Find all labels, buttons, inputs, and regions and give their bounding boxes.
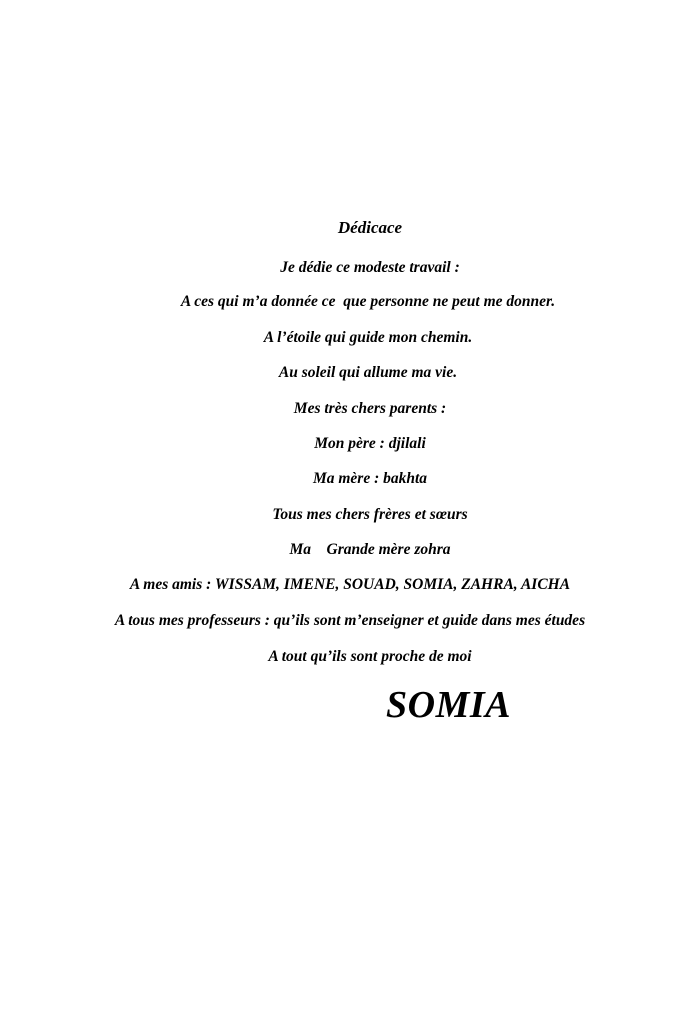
dedication-line: Au soleil qui allume ma vie. [278, 364, 458, 381]
dedication-line: A l’étoile qui guide mon chemin. [263, 329, 473, 346]
dedication-line: A mes amis : WISSAM, IMENE, SOUAD, SOMIA, ZAHRA, AICHA [129, 576, 571, 593]
dedication-line: Je dédie ce modeste travail : [280, 259, 460, 276]
page-title: Dédicace [337, 218, 403, 237]
dedication-line: A ces qui m’a donnée ce que personne ne peut me donner. [180, 293, 556, 310]
dedication-line: Mon père : djilali [314, 435, 426, 452]
dedication-line: Ma mère : bakhta [312, 470, 428, 487]
dedication-line: Ma Grande mère zohra [289, 541, 451, 558]
dedication-line: A tous mes professeurs : qu’ils sont m’enseigner et guide dans mes études [114, 612, 586, 629]
dedication-line: Mes très chers parents : [293, 400, 447, 417]
dedication-line: Tous mes chers frères et sœurs [272, 506, 468, 523]
signature: SOMIA [386, 684, 511, 726]
dedication-line: A tout qu’ils sont proche de moi [268, 648, 472, 665]
